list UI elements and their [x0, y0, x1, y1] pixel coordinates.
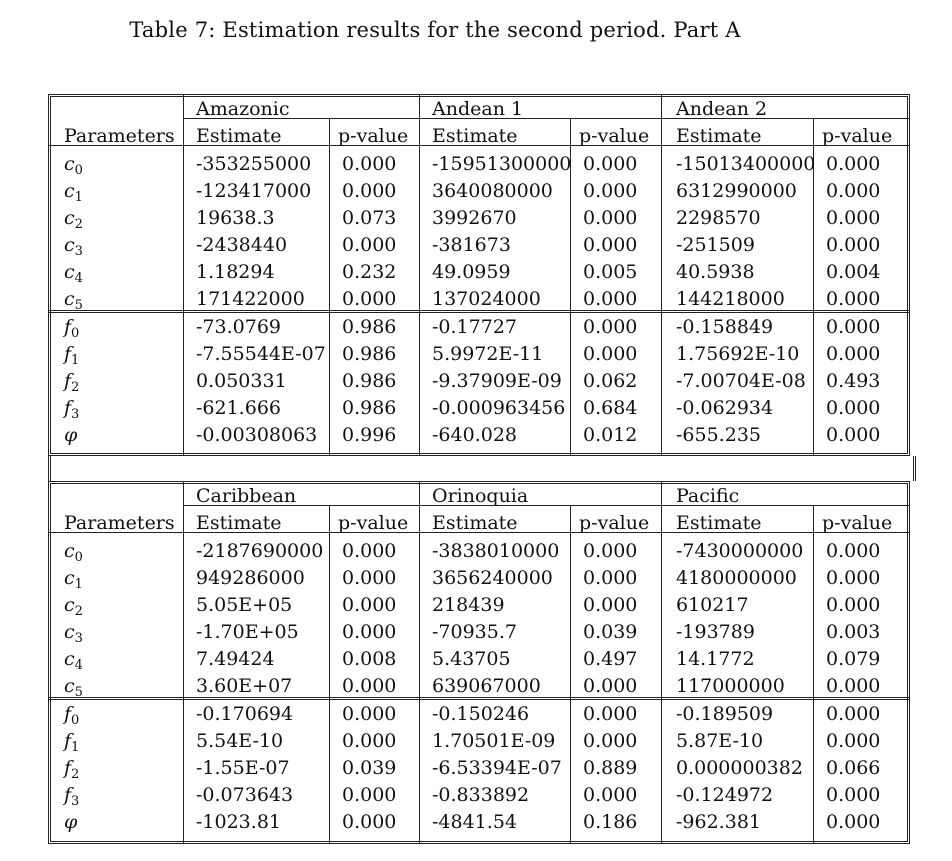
- pvalue-cell: 0.000: [583, 234, 638, 256]
- parameter-name: c: [64, 207, 75, 229]
- parameter-subscript: 3: [74, 631, 83, 646]
- estimate-cell: 14.1772: [676, 648, 755, 670]
- estimate-cell: 19638.3: [196, 207, 275, 229]
- parameter-symbol: [64, 650, 83, 672]
- results-table-part-1: [48, 94, 910, 456]
- parameter-name: c: [64, 153, 75, 175]
- region-header: Andean 1: [432, 98, 524, 120]
- parameter-symbol: [64, 596, 83, 618]
- pvalue-cell: 0.000: [342, 153, 397, 175]
- parameter-subscript: 2: [74, 217, 83, 232]
- estimate-cell: -3838010000: [432, 540, 560, 562]
- parameter-symbol: [64, 263, 83, 285]
- pvalue-cell: 0.000: [342, 288, 397, 310]
- pvalue-cell: 0.497: [583, 648, 638, 670]
- parameter-name: f: [64, 703, 72, 725]
- parameter-subscript: 1: [74, 577, 83, 592]
- estimate-cell: -0.170694: [196, 703, 294, 725]
- table-rule: [48, 312, 910, 313]
- estimate-cell: 1.18294: [196, 261, 275, 283]
- pvalue-cell: 0.000: [826, 180, 881, 202]
- parameter-symbol: [64, 786, 79, 808]
- pvalue-cell: 0.000: [826, 288, 881, 310]
- estimate-cell: 117000000: [676, 675, 785, 697]
- estimate-cell: -0.00308063: [196, 424, 318, 446]
- pvalue-cell: 0.000: [826, 594, 881, 616]
- parameter-subscript: 1: [71, 353, 80, 368]
- pvalue-cell: 0.986: [342, 370, 397, 392]
- pvalue-cell: 0.000: [826, 675, 881, 697]
- pvalue-cell: 0.000: [583, 784, 638, 806]
- pvalue-cell: 0.003: [826, 621, 881, 643]
- pvalue-cell: 0.066: [826, 757, 881, 779]
- region-header: Pacific: [676, 485, 740, 507]
- pvalue-cell: 0.000: [583, 594, 638, 616]
- parameter-subscript: 5: [74, 685, 83, 700]
- parameter-subscript: 2: [71, 767, 80, 782]
- estimate-cell: -1.55E-07: [196, 757, 290, 779]
- estimate-cell: -7.55544E-07: [196, 343, 326, 365]
- pvalue-cell: 0.000: [583, 316, 638, 338]
- estimate-cell: -251509: [676, 234, 755, 256]
- parameter-name: f: [64, 784, 72, 806]
- column-rule: [570, 505, 571, 844]
- parameter-name: c: [64, 567, 75, 589]
- pvalue-header: p-value: [579, 512, 650, 534]
- parameters-header: Parameters: [64, 512, 175, 534]
- parameter-symbol: [64, 290, 83, 312]
- parameter-symbol: [64, 623, 83, 645]
- table-rule: [183, 118, 910, 119]
- pvalue-cell: 0.000: [583, 730, 638, 752]
- column-rule: [183, 481, 184, 844]
- pvalue-cell: 0.986: [342, 397, 397, 419]
- parameter-symbol: [64, 236, 83, 258]
- column-rule: [183, 94, 184, 456]
- column-rule: [661, 94, 662, 456]
- parameter-symbol: [64, 182, 83, 204]
- parameter-subscript: 0: [71, 326, 80, 341]
- parameter-subscript: 4: [74, 271, 83, 286]
- parameter-subscript: 0: [74, 163, 83, 178]
- estimate-cell: -193789: [676, 621, 755, 643]
- parameter-subscript: 1: [74, 190, 83, 205]
- parameter-symbol: [64, 318, 79, 340]
- parameter-symbol: [64, 372, 79, 394]
- parameter-symbol: [64, 705, 79, 727]
- pvalue-cell: 0.079: [826, 648, 881, 670]
- parameters-header: Parameters: [64, 125, 175, 147]
- estimate-cell: -353255000: [196, 153, 312, 175]
- pvalue-cell: 0.000: [826, 784, 881, 806]
- parameter-symbol: [64, 426, 77, 445]
- pvalue-cell: 0.000: [826, 207, 881, 229]
- parameter-name: f: [64, 730, 72, 752]
- parameter-symbol: [64, 759, 79, 781]
- pvalue-cell: 0.000: [342, 180, 397, 202]
- estimate-cell: -0.150246: [432, 703, 530, 725]
- pvalue-cell: 0.186: [583, 811, 638, 833]
- pvalue-cell: 0.986: [342, 343, 397, 365]
- pvalue-cell: 0.000: [583, 153, 638, 175]
- region-header: Andean 2: [676, 98, 768, 120]
- pvalue-cell: 0.000: [342, 730, 397, 752]
- parameter-subscript: 3: [71, 407, 80, 422]
- parameter-name: c: [64, 540, 75, 562]
- estimate-cell: 949286000: [196, 567, 305, 589]
- estimate-cell: -2438440: [196, 234, 288, 256]
- estimate-cell: 5.05E+05: [196, 594, 293, 616]
- parameter-subscript: 1: [71, 740, 80, 755]
- estimate-cell: 5.87E-10: [676, 730, 764, 752]
- estimate-cell: 5.54E-10: [196, 730, 284, 752]
- estimate-cell: 49.0959: [432, 261, 511, 283]
- parameter-name: c: [64, 675, 75, 697]
- parameter-name: f: [64, 757, 72, 779]
- region-header: Orinoquia: [432, 485, 529, 507]
- estimate-cell: 639067000: [432, 675, 541, 697]
- table-rule: [48, 699, 910, 700]
- estimate-cell: 2298570: [676, 207, 761, 229]
- estimate-cell: 3640080000: [432, 180, 553, 202]
- column-rule: [661, 481, 662, 844]
- estimate-cell: -73.0769: [196, 316, 281, 338]
- parameter-subscript: 5: [74, 298, 83, 313]
- pvalue-header: p-value: [579, 125, 650, 147]
- estimate-cell: -15951300000: [432, 153, 572, 175]
- pvalue-cell: 0.000: [342, 621, 397, 643]
- estimate-cell: -0.062934: [676, 397, 774, 419]
- estimate-cell: 0.000000382: [676, 757, 803, 779]
- results-table-part-2: [48, 481, 910, 844]
- estimate-cell: -123417000: [196, 180, 312, 202]
- estimate-cell: -640.028: [432, 424, 517, 446]
- estimate-header: Estimate: [432, 512, 518, 534]
- pvalue-cell: 0.000: [826, 703, 881, 725]
- parameter-symbol: [64, 155, 83, 177]
- estimate-header: Estimate: [196, 125, 282, 147]
- estimate-cell: -962.381: [676, 811, 761, 833]
- region-header: Caribbean: [196, 485, 297, 507]
- estimate-header: Estimate: [676, 125, 762, 147]
- parameter-subscript: 3: [74, 244, 83, 259]
- estimate-cell: -1.70E+05: [196, 621, 299, 643]
- pvalue-header: p-value: [822, 125, 893, 147]
- parameter-name: f: [64, 370, 72, 392]
- parameter-subscript: 4: [74, 658, 83, 673]
- estimate-cell: 4180000000: [676, 567, 797, 589]
- pvalue-cell: 0.889: [583, 757, 638, 779]
- estimate-cell: 1.75692E-10: [676, 343, 800, 365]
- parameter-subscript: 3: [71, 794, 80, 809]
- estimate-cell: 171422000: [196, 288, 305, 310]
- parameter-name: c: [64, 180, 75, 202]
- pvalue-cell: 0.996: [342, 424, 397, 446]
- column-rule: [419, 481, 420, 844]
- parameter-name: φ: [64, 424, 78, 446]
- parameter-symbol: [64, 677, 83, 699]
- pvalue-cell: 0.073: [342, 207, 397, 229]
- estimate-cell: -6.53394E-07: [432, 757, 562, 779]
- estimate-cell: -4841.54: [432, 811, 517, 833]
- parameter-symbol: [64, 732, 79, 754]
- estimate-cell: -0.000963456: [432, 397, 566, 419]
- pvalue-cell: 0.000: [342, 784, 397, 806]
- estimate-cell: -655.235: [676, 424, 761, 446]
- estimate-cell: -9.37909E-09: [432, 370, 562, 392]
- pvalue-cell: 0.000: [826, 153, 881, 175]
- pvalue-cell: 0.039: [583, 621, 638, 643]
- parameter-symbol: [64, 813, 77, 832]
- estimate-cell: 218439: [432, 594, 505, 616]
- estimate-cell: -70935.7: [432, 621, 517, 643]
- pvalue-cell: 0.000: [583, 343, 638, 365]
- estimate-header: Estimate: [676, 512, 762, 534]
- table-rule: [48, 310, 910, 311]
- pvalue-cell: 0.000: [342, 594, 397, 616]
- parameter-name: f: [64, 343, 72, 365]
- parameter-symbol: [64, 399, 79, 421]
- parameter-name: c: [64, 261, 75, 283]
- estimate-cell: -1023.81: [196, 811, 281, 833]
- estimate-cell: -0.189509: [676, 703, 774, 725]
- pvalue-cell: 0.005: [583, 261, 638, 283]
- estimate-cell: 7.49424: [196, 648, 275, 670]
- pvalue-cell: 0.000: [583, 180, 638, 202]
- pvalue-cell: 0.008: [342, 648, 397, 670]
- parameter-name: c: [64, 288, 75, 310]
- pvalue-cell: 0.000: [826, 424, 881, 446]
- pvalue-cell: 0.012: [583, 424, 638, 446]
- pvalue-cell: 0.000: [342, 811, 397, 833]
- pvalue-cell: 0.000: [583, 207, 638, 229]
- parameter-name: f: [64, 316, 72, 338]
- estimate-cell: 40.5938: [676, 261, 755, 283]
- parameter-subscript: 0: [71, 713, 80, 728]
- pvalue-cell: 0.000: [342, 540, 397, 562]
- estimate-cell: -15013400000: [676, 153, 816, 175]
- estimate-cell: -621.666: [196, 397, 281, 419]
- estimate-cell: 137024000: [432, 288, 541, 310]
- estimate-cell: 1.70501E-09: [432, 730, 556, 752]
- parameter-name: c: [64, 594, 75, 616]
- column-rule: [419, 94, 420, 456]
- estimate-cell: -7.00704E-08: [676, 370, 806, 392]
- parameter-symbol: [64, 345, 79, 367]
- estimate-cell: 6312990000: [676, 180, 797, 202]
- estimate-cell: 144218000: [676, 288, 785, 310]
- parameter-name: f: [64, 397, 72, 419]
- parameter-subscript: 2: [71, 380, 80, 395]
- parameter-symbol: [64, 569, 83, 591]
- parameter-symbol: [64, 542, 83, 564]
- parameter-subscript: 0: [74, 550, 83, 565]
- estimate-header: Estimate: [432, 125, 518, 147]
- column-rule: [329, 505, 330, 844]
- estimate-cell: -0.17727: [432, 316, 517, 338]
- estimate-cell: -2187690000: [196, 540, 324, 562]
- estimate-cell: 610217: [676, 594, 749, 616]
- parameter-name: c: [64, 648, 75, 670]
- parameter-name: c: [64, 621, 75, 643]
- pvalue-cell: 0.004: [826, 261, 881, 283]
- pvalue-cell: 0.000: [826, 316, 881, 338]
- column-rule: [813, 505, 814, 844]
- estimate-cell: -0.833892: [432, 784, 530, 806]
- table-rule: [48, 697, 910, 698]
- pvalue-cell: 0.000: [342, 675, 397, 697]
- parameter-subscript: 2: [74, 604, 83, 619]
- pvalue-cell: 0.000: [826, 730, 881, 752]
- estimate-cell: -0.158849: [676, 316, 774, 338]
- pvalue-cell: 0.000: [826, 811, 881, 833]
- pvalue-cell: 0.000: [583, 675, 638, 697]
- parameter-name: c: [64, 234, 75, 256]
- pvalue-cell: 0.000: [826, 540, 881, 562]
- estimate-cell: 3656240000: [432, 567, 553, 589]
- estimate-cell: 0.050331: [196, 370, 287, 392]
- pvalue-cell: 0.039: [342, 757, 397, 779]
- pvalue-cell: 0.000: [342, 703, 397, 725]
- pvalue-cell: 0.000: [583, 703, 638, 725]
- estimate-cell: 3.60E+07: [196, 675, 293, 697]
- pvalue-header: p-value: [338, 512, 409, 534]
- pvalue-header: p-value: [822, 512, 893, 534]
- pvalue-cell: 0.000: [583, 567, 638, 589]
- estimate-cell: -7430000000: [676, 540, 804, 562]
- pvalue-cell: 0.493: [826, 370, 881, 392]
- pvalue-cell: 0.062: [583, 370, 638, 392]
- pvalue-header: p-value: [338, 125, 409, 147]
- region-header: Amazonic: [196, 98, 290, 120]
- pvalue-cell: 0.000: [826, 567, 881, 589]
- table-gap: [48, 456, 916, 481]
- estimate-cell: 5.9972E-11: [432, 343, 544, 365]
- estimate-header: Estimate: [196, 512, 282, 534]
- parameter-symbol: [64, 209, 83, 231]
- pvalue-cell: 0.000: [826, 397, 881, 419]
- pvalue-cell: 0.000: [583, 540, 638, 562]
- pvalue-cell: 0.000: [342, 567, 397, 589]
- pvalue-cell: 0.000: [583, 288, 638, 310]
- pvalue-cell: 0.232: [342, 261, 397, 283]
- pvalue-cell: 0.986: [342, 316, 397, 338]
- pvalue-cell: 0.684: [583, 397, 638, 419]
- column-rule: [329, 118, 330, 456]
- parameter-name: φ: [64, 811, 78, 833]
- estimate-cell: 5.43705: [432, 648, 511, 670]
- pvalue-cell: 0.000: [826, 343, 881, 365]
- estimate-cell: -0.073643: [196, 784, 294, 806]
- estimate-cell: 3992670: [432, 207, 517, 229]
- table-caption: Table 7: Estimation results for the second period. Part A: [129, 18, 741, 42]
- estimate-cell: -0.124972: [676, 784, 774, 806]
- estimate-cell: -381673: [432, 234, 511, 256]
- pvalue-cell: 0.000: [342, 234, 397, 256]
- pvalue-cell: 0.000: [826, 234, 881, 256]
